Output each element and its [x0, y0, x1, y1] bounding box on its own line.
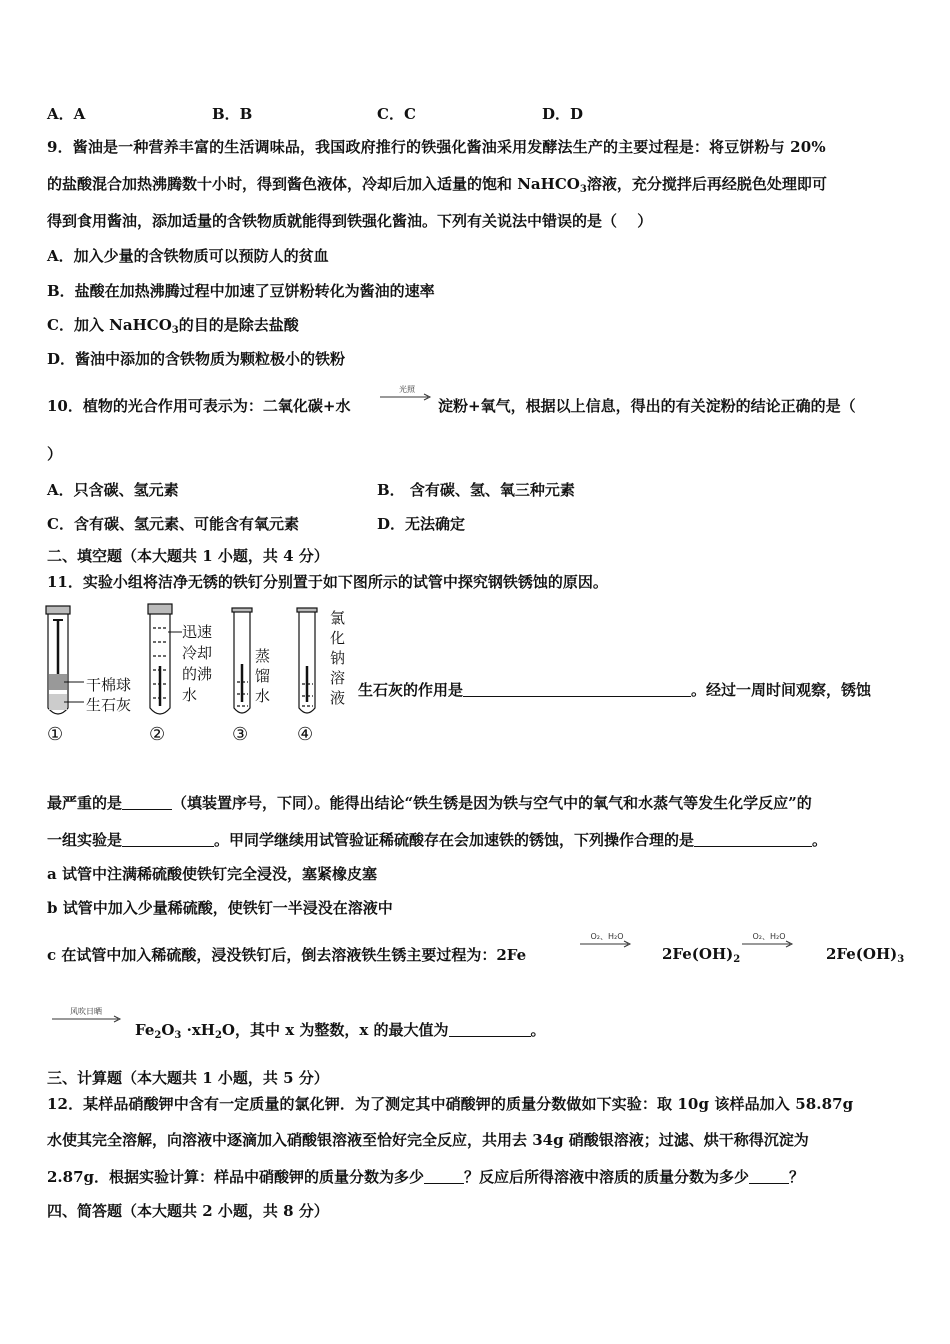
- q10-line2: ）: [47, 445, 63, 463]
- q9-option-d: D．酱油中添加的含铁物质为颗粒极小的铁粉: [47, 350, 346, 368]
- q9-option-a: A．加入少量的含铁物质可以预防人的贫血: [47, 247, 329, 265]
- answer-blank[interactable]: [449, 1022, 531, 1037]
- section-4-heading: 四、简答题（本大题共 2 小题，共 8 分）: [47, 1202, 329, 1220]
- answer-blank[interactable]: [424, 1169, 464, 1184]
- reaction-arrow-light: 光照: [378, 384, 436, 402]
- label-quicklime: 生石灰: [86, 696, 132, 714]
- q12-line3: 2.87g．根据实验计算：样品中硝酸钾的质量分数为多少 ？反应后所得溶液中溶质的质量分数为多少 ？: [47, 1168, 805, 1186]
- tube-3: [232, 608, 252, 713]
- answer-blank[interactable]: [749, 1169, 789, 1184]
- q12-line1: 12．某样品硝酸钾中含有一定质量的氯化钾．为了测定其中硝酸钾的质量分数做如下实验：取 10g 该样品加入 58.87g: [47, 1095, 854, 1113]
- label-boiled-water: 迅速 冷却 的沸 水: [182, 623, 213, 704]
- label-salt-solution: 氯 化 钠 溶 液: [330, 609, 346, 707]
- answer-blank[interactable]: [122, 795, 172, 810]
- q11-line1: 11．实验小组将洁净无锈的铁钉分别置于如下图所示的试管中探究钢铁锈蚀的原因。: [47, 573, 608, 591]
- q11-option-c: c 在试管中加入稀硫酸，浸没铁钉后，倒去溶液铁生锈主要过程为：2Fe: [47, 946, 527, 964]
- q11-option-b: b 试管中加入少量稀硫酸，使铁钉一半浸没在溶液中: [47, 899, 393, 917]
- q11-line2: 生石灰的作用是 。经过一周时间观察，锈蚀: [358, 681, 872, 699]
- tube-number-2: ②: [149, 724, 166, 745]
- q9-line1: 9．酱油是一种营养丰富的生活调味品，我国政府推行的铁强化酱油采用发酵法生产的主要过程是：将豆饼粉与 20%: [47, 138, 826, 156]
- q9-line2: 的盐酸混合加热沸腾数十小时，得到酱色液体，冷却后加入适量的饱和 NaHCO$_3$溶液，充分搅拌后再经脱色处理即可: [47, 175, 827, 195]
- tube-4: [297, 608, 317, 713]
- tube-1: [46, 606, 70, 714]
- q11-last-line: $Fe_2O_3 \cdot xH_2O$，其中 x 为整数，x 的最大值为 。: [135, 1021, 546, 1041]
- q10-option-d: D．无法确定: [377, 515, 466, 533]
- tube-2: [148, 604, 172, 714]
- tube-number-1: ①: [47, 724, 64, 745]
- answer-blank[interactable]: [694, 832, 812, 847]
- q10-option-a: A．只含碳、氢元素: [47, 481, 179, 499]
- q8-option-d: D．D: [542, 105, 584, 123]
- q9-option-c: C．加入 NaHCO$_3$的目的是除去盐酸: [47, 316, 299, 336]
- q10-option-b: B． 含有碳、氢、氧三种元素: [377, 481, 575, 499]
- q9-line3: 得到食用酱油，添加适量的含铁物质就能得到铁强化酱油。下列有关说法中错误的是（ ）: [47, 212, 653, 230]
- reaction-arrow-1: O₂、H₂O: [578, 931, 636, 949]
- q8-option-c: C．C: [377, 105, 416, 123]
- answer-blank[interactable]: [463, 682, 691, 697]
- q10-line1-part1: 10．植物的光合作用可表示为：二氧化碳+水: [47, 397, 351, 415]
- reaction-arrow-2: O₂、H₂O: [740, 931, 798, 949]
- iron-hydroxide-2: $2Fe(OH)_2$: [662, 945, 741, 965]
- q8-option-a: A．A: [47, 105, 86, 123]
- q11-line3: 最严重的是 （填装置序号，下同）。能得出结论“铁生锈是因为铁与空气中的氧气和水蒸气等发生化学反应”的: [47, 794, 812, 812]
- q11-line4: 一组实验是 。甲同学继续用试管验证稀硫酸存在会加速铁的锈蚀，下列操作合理的是 。: [47, 831, 828, 849]
- reaction-arrow-3: 风吹日晒: [50, 1006, 126, 1024]
- section-2-heading: 二、填空题（本大题共 1 小题，共 4 分）: [47, 547, 329, 565]
- section-3-heading: 三、计算题（本大题共 1 小题，共 5 分）: [47, 1069, 329, 1087]
- test-tube-figure: [40, 602, 360, 752]
- q8-option-b: B．B: [212, 105, 253, 123]
- q10-line1-part2: 淀粉+氧气，根据以上信息，得出的有关淀粉的结论正确的是（: [438, 397, 856, 415]
- label-distilled-water: 蒸 馏 水: [255, 647, 271, 705]
- tube-number-3: ③: [232, 724, 249, 745]
- q9-option-b: B．盐酸在加热沸腾过程中加速了豆饼粉转化为酱油的速率: [47, 282, 435, 300]
- q10-option-c: C．含有碳、氢元素、可能含有氧元素: [47, 515, 299, 533]
- answer-blank[interactable]: [122, 832, 214, 847]
- tube-number-4: ④: [297, 724, 314, 745]
- iron-hydroxide-3: $2Fe(OH)_3$: [826, 945, 905, 965]
- q11-option-a: a 试管中注满稀硫酸使铁钉完全浸没，塞紧橡皮塞: [47, 865, 377, 883]
- label-cotton: 干棉球: [86, 676, 132, 694]
- q12-line2: 水使其完全溶解，向溶液中逐滴加入硝酸银溶液至恰好完全反应，共用去 34g 硝酸银溶液；过滤、烘干称得沉淀为: [47, 1131, 809, 1149]
